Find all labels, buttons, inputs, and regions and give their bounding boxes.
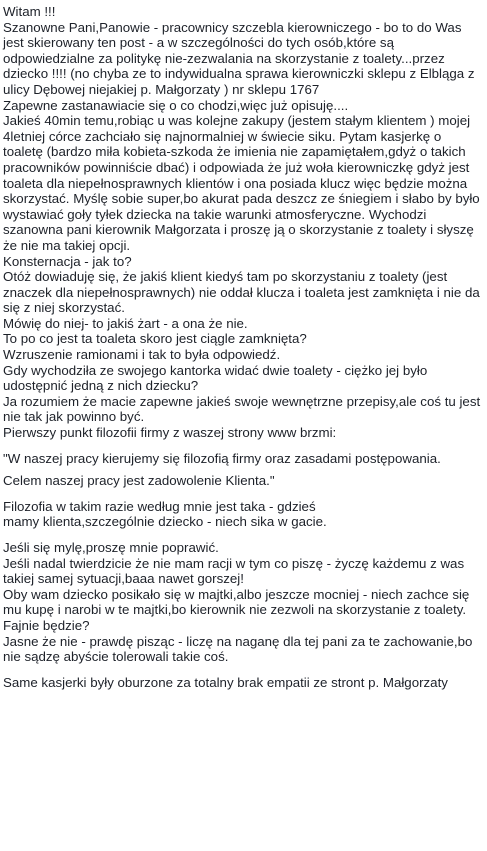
post-paragraph: Ja rozumiem że macie zapewne jakieś swoje wewnętrzne przepisy,ale coś tu jest nie tak jak powinno być.	[3, 393, 481, 425]
post-paragraph: Pierwszy punkt filozofii firmy z waszej strony www brzmi:	[3, 425, 337, 441]
post-paragraph: mamy klienta,szczególnie dziecko - niech sika w gacie.	[3, 514, 327, 530]
post-paragraph: Wzruszenie ramionami i tak to była odpowiedź.	[3, 347, 281, 363]
post-paragraph: Otóż dowiaduję się, że jakiś klient kiedyś tam po skorzystaniu z toalety (jest znaczek dla niepełnosprawnych) nie oddał klucza i toaleta jest zamknięta i nie da się z niej skorzystać.	[3, 269, 480, 316]
post-paragraph: Szanowne Pani,Panowie - pracownicy szczebla kierowniczego - bo to do Was jest skierowany ten post - a w szczególności do tych osób,które są odpowiedzialne za politykę nie-zezwalania na skorzystanie z toalety...przez dziecko !!!! (no chyba ze to indywidualna sprawa kierowniczki sklepu z Elbląga z ulicy Dębowej niejakiej p. Małgorzaty ) nr sklepu 1767	[3, 19, 475, 97]
post-quote: Celem naszej pracy jest zadowolenie Klienta."	[3, 473, 275, 489]
post-paragraph: Zapewne zastanawiacie się o co chodzi,więc już opisuję....	[3, 97, 349, 113]
post-quote: "W naszej pracy kierujemy się filozofią firmy oraz zasadami postępowania.	[3, 450, 441, 466]
post-block-closing	[3, 540, 481, 665]
post-block-intro	[3, 4, 481, 441]
post-paragraph: To po co jest ta toaleta skoro jest ciągle zamknięta?	[3, 331, 307, 347]
post-paragraph: Mówię do niej- to jakiś żart - a ona że nie.	[3, 315, 248, 331]
post-paragraph: Same kasjerki były oburzone za totalny brak empatii ze stront p. Małgorzaty	[3, 674, 448, 690]
post-paragraph: Konsternacja - jak to?	[3, 253, 132, 269]
post-paragraph: Oby wam dziecko posikało się w majtki,albo jeszcze mocniej - niech zachce się mu kupę i narobi w te majtki,bo kierownik nie zezwoli na skorzystanie z toalety.	[3, 586, 470, 618]
post-block-final	[3, 675, 481, 691]
post-block-quote-2	[3, 473, 481, 489]
post-paragraph: Jasne że nie - prawdę pisząc - liczę na naganę dla tej pani za te zachowanie,bo nie sądzę abyście tolerowali takie coś.	[3, 633, 473, 665]
post-paragraph: Jeśli się mylę,proszę mnie poprawić.	[3, 540, 219, 555]
post-paragraph: Jeśli nadal twierdzicie że nie mam racji w tym co piszę - życzę każdemu z was takiej samej sytuacji,baaa nawet gorszej!	[3, 555, 465, 587]
post-paragraph: Fajnie będzie?	[3, 617, 90, 633]
post-greeting: Witam !!!	[3, 4, 56, 19]
post-block-quote-1	[3, 451, 481, 467]
post-paragraph: Filozofia w takim razie według mnie jest taka - gdzieś	[3, 498, 316, 514]
post-block-philosophy	[3, 499, 481, 530]
post-paragraph: Jakieś 40min temu,robiąc u was kolejne zakupy (jestem stałym klientem ) mojej 4letniej córce zachciało się najnormalniej w świecie siku. Pytam kasjerkę o toaletę (bardzo miła kobieta-szkoda że imienia nie zapamiętałem,gdyż o takich pracowników powinniście dbać) i odpowiada że już woła kierowniczkę gdyż jest toaleta dla niepełnosprawnych klientów i ona posiada klucz więc będzie można skorzystać. Myślę sobie super,bo akurat pada deszcz ze śniegiem i słabo by było wystawiać goły tyłek dziecka na takie warunki atmosferyczne. Wychodzi szanowna pani kierownik Małgorzata i proszę ją o skorzystanie z toalety i słyszę że nie ma takiej opcji.	[3, 113, 480, 253]
post-paragraph: Gdy wychodziła ze swojego kantorka widać dwie toalety - ciężko jej było udostępnić jedną z nich dziecku?	[3, 362, 428, 394]
